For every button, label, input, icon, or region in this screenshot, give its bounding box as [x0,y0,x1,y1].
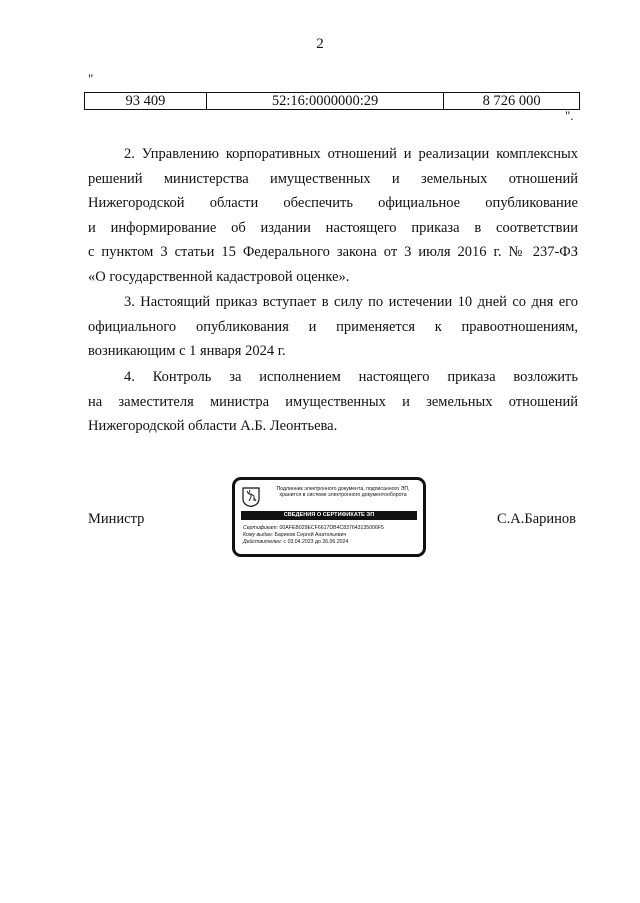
paragraph-2 [88,142,578,290]
paragraph-line: Нижегородской области обеспечить официальное опубликование [88,195,578,212]
validity-label: Действителен: [243,539,283,545]
stamp-header-line: хранится в системе электронного документооборота [279,492,407,499]
certificate-label: Сертификат: [243,525,279,531]
closing-quote: ". [565,108,574,123]
certificate-value: 00AFEB029ECF6617DB4C837643135006F5 [279,525,384,531]
paragraph-line: «О государственной кадастровой оценке». [88,268,350,285]
paragraph-3 [88,290,578,364]
paragraph-line: 3. Настоящий приказ вступает в силу по истечении 10 дней со дня его [124,294,578,310]
certificate-row [243,525,419,532]
paragraph-line: возникающим с 1 января 2024 г. [88,343,286,360]
paragraph-line: решений министерства имущественных и земельных отношений [88,170,578,187]
paragraph-line: и информирование об издании настоящего приказа в соответствии [88,219,578,236]
validity-row [243,539,419,546]
table-cell-cadastral-number: 52:16:0000000:29 [206,93,443,110]
table-cell-number: 93 409 [85,93,207,110]
paragraph-line: 2. Управлению корпоративных отношений и реализации комплексных [124,146,578,162]
paragraph-line: на заместителя министра имущественных и земельных отношений [88,393,578,410]
cadastral-value-table [84,92,580,110]
table-cell-value: 8 726 000 [444,93,580,110]
issued-to-value: Баринов Сергей Анатольевич [274,532,347,538]
table-row [85,93,580,110]
stamp-details [243,525,419,546]
deer-emblem-icon [242,487,260,507]
stamp-header [265,486,421,499]
signatory-position: Министр [88,511,145,527]
stamp-title-bar: СВЕДЕНИЯ О СЕРТИФИКАТЕ ЭП [241,511,417,520]
stamp-header-line: Подлинник электронного документа, подписанного ЭП, [276,486,410,492]
paragraph-4 [88,365,578,439]
issued-to-label: Кому выдан: [243,532,274,538]
page-number: 2 [316,36,324,52]
paragraph-line: официального опубликования и применяется к правоотношениям, [88,318,578,335]
paragraph-line: 4. Контроль за исполнением настоящего приказа возложить [124,369,578,385]
paragraph-line: с пунктом 3 статьи 15 Федерального закона от 3 июля 2016 г. № 237-ФЗ [88,244,578,261]
opening-quote: " [88,71,94,86]
signatory-name: С.А.Баринов [497,511,577,527]
electronic-signature-stamp [232,477,426,557]
validity-value: с 03.04.2023 до 26.06.2024 [283,539,349,545]
issued-to-row [243,532,419,539]
paragraph-line: Нижегородской области А.Б. Леонтьева. [88,418,338,435]
